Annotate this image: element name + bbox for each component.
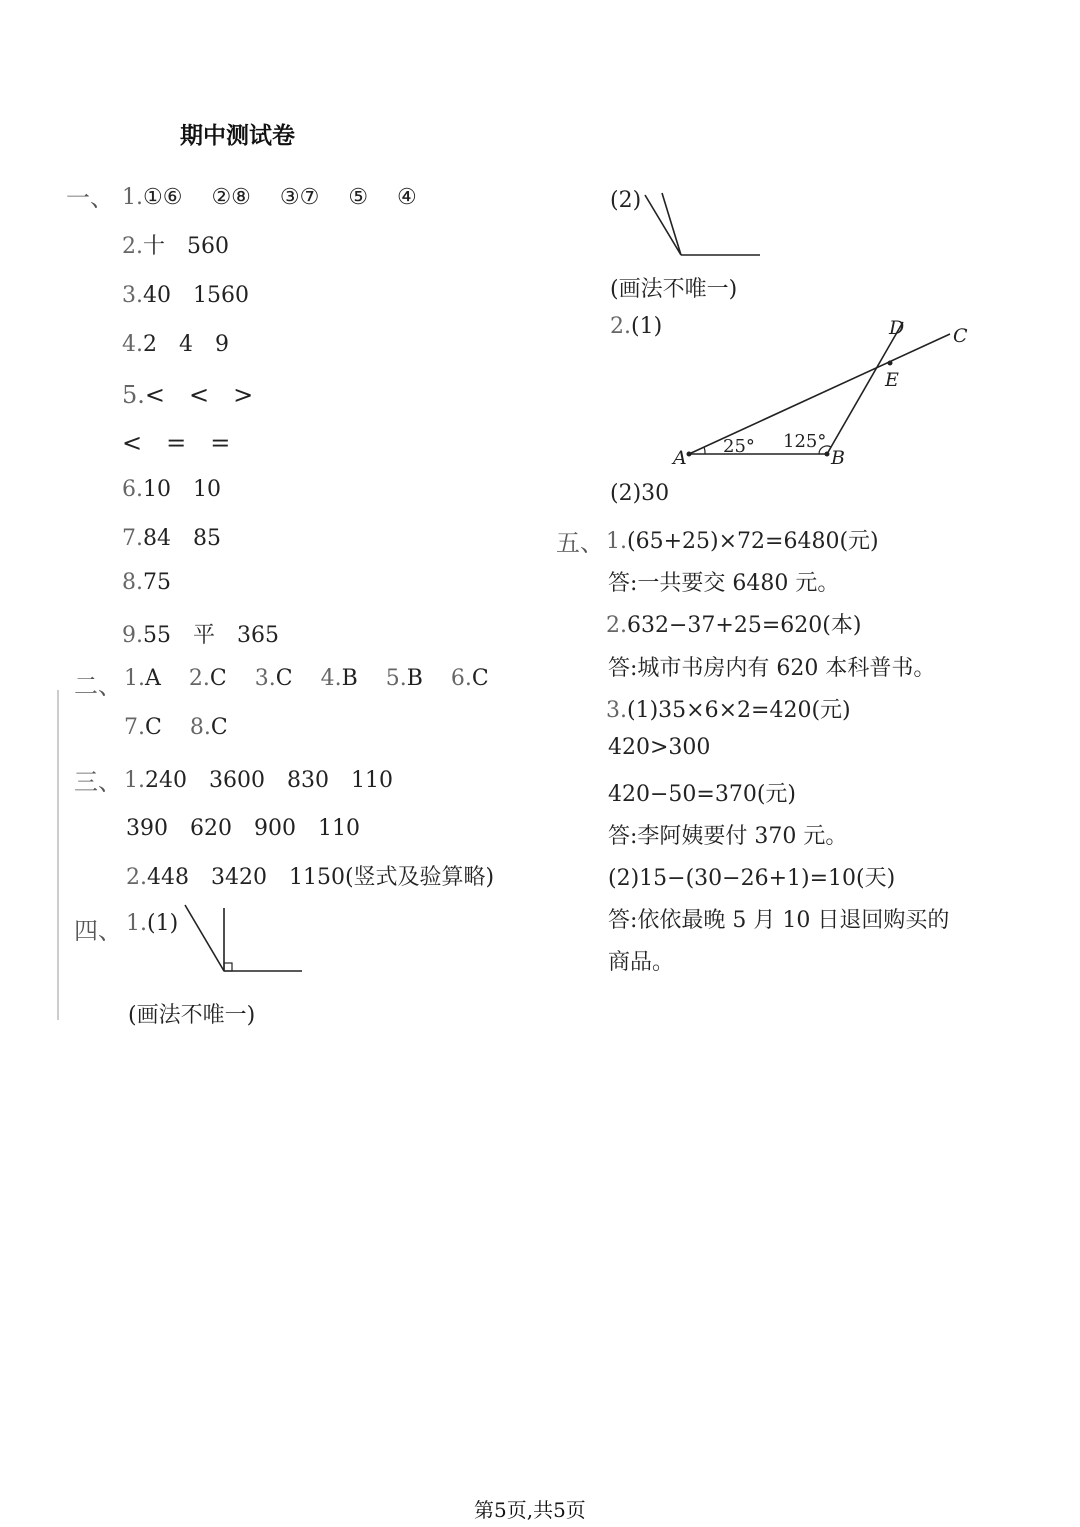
q4-2-2: (2)30: [610, 481, 670, 506]
item-answer: C: [275, 666, 293, 691]
item-number: 1.: [122, 185, 143, 210]
item-answer: 55 平 365: [143, 623, 279, 648]
s1-item-8: [122, 570, 171, 595]
item-answer: C: [210, 715, 228, 740]
item-number: 5.: [385, 666, 407, 691]
s1-item-4: [122, 327, 229, 358]
section-5-label: 五、: [556, 529, 604, 557]
item-number: 2.: [126, 865, 147, 890]
label-e: E: [885, 369, 899, 391]
section-2-label: 二、: [74, 672, 122, 700]
s4-note: (画法不唯一): [128, 1003, 256, 1028]
right-angle-mark: [224, 963, 232, 971]
item-number: 4.: [122, 332, 143, 357]
s1-item-5b: [122, 423, 230, 458]
s5-line-5: [606, 693, 851, 724]
s5-line-8: 答:李阿姨要付 370 元。: [608, 824, 848, 849]
item-answer: (65+25)×72=6480(元): [627, 529, 879, 554]
item-number: 1.: [124, 768, 145, 793]
point-e-dot: [888, 361, 893, 366]
s3-item-1b: [126, 811, 360, 842]
angle-a-value: 25°: [723, 436, 755, 457]
label-a: A: [673, 447, 687, 469]
item-answer: 84 85: [143, 526, 221, 551]
slanted-ray: [185, 905, 224, 971]
s2-line-2: [124, 715, 228, 740]
point-b-dot: [825, 452, 830, 457]
item-answer: (1)35×6×2=420(元): [627, 698, 851, 723]
point-a-dot: [687, 452, 692, 457]
item-number: 8.: [189, 715, 211, 740]
item-number: 2.: [188, 666, 210, 691]
s5-line-6: 420>300: [608, 735, 711, 760]
item-answer: 448 3420 1150(竖式及验算略): [147, 865, 495, 890]
item-number: 7.: [124, 715, 145, 740]
item-number: 8.: [122, 570, 143, 595]
item-sub-label: (1): [147, 911, 179, 936]
item-answer: C: [209, 666, 227, 691]
s1-item-2: [122, 229, 229, 260]
item-answer: 390 620 900 110: [126, 816, 360, 841]
item-number: 1.: [124, 666, 145, 691]
s2-line-1: [124, 666, 489, 691]
item-sub-label: (1): [631, 314, 663, 339]
s5-line-9: (2)15−(30−26+1)=10(天): [608, 866, 896, 891]
q4-1-2-sub: (2): [610, 188, 642, 213]
s5-line-2: 答:一共要交 6480 元。: [608, 571, 840, 596]
item-answer: B: [341, 666, 358, 691]
s1-item-9: [122, 618, 279, 649]
item-number: 3.: [606, 698, 627, 723]
s1-item-3: [122, 278, 249, 309]
scan-edge-line: [57, 690, 59, 1020]
label-c: C: [953, 325, 968, 347]
s3-item-1: [124, 763, 393, 794]
s3-item-2: [126, 860, 494, 891]
s5-line-10: 答:依依最晚 5 月 10 日退回购买的: [608, 908, 950, 933]
angle-b-value: 125°: [783, 431, 827, 452]
label-d: D: [889, 317, 905, 339]
item-answer: ①⑥ ②⑧ ③⑦ ⑤ ④: [143, 185, 417, 210]
page-footer: 第5页,共5页: [474, 1498, 586, 1522]
angle-a-arc: [704, 447, 705, 454]
section-4-label: 四、: [74, 917, 122, 945]
right-angle-drawing: [180, 900, 310, 980]
item-answer: B: [406, 666, 423, 691]
item-number: 4.: [320, 666, 342, 691]
item-number: 3.: [254, 666, 276, 691]
item-number: 5.: [122, 381, 145, 409]
item-answer: 十 560: [143, 234, 229, 259]
s5-line-1: [606, 524, 879, 555]
s5-line-4: 答:城市书房内有 620 本科普书。: [608, 656, 936, 681]
s1-item-7: [122, 521, 221, 552]
item-number: 7.: [122, 526, 143, 551]
item-number: 2.: [606, 613, 627, 638]
item-number: 6.: [122, 477, 143, 502]
item-number: 1.: [126, 911, 147, 936]
item-answer: C: [145, 715, 162, 740]
s1-item-1: [122, 180, 417, 211]
s5-line-11: 商品。: [608, 950, 675, 975]
steep-ray: [662, 193, 681, 255]
item-number: 6.: [450, 666, 472, 691]
item-number: 9.: [122, 623, 143, 648]
s1-item-6: [122, 472, 221, 503]
slanted-ray: [645, 195, 681, 255]
s5-line-7: 420−50=370(元): [608, 782, 797, 807]
item-number: 1.: [606, 529, 627, 554]
q4-2-label: [610, 314, 662, 339]
s4-item-1: [126, 911, 178, 936]
item-answer: < = =: [122, 429, 231, 457]
item-answer: C: [471, 666, 489, 691]
item-answer: 10 10: [143, 477, 221, 502]
item-answer: 75: [143, 570, 171, 595]
page-title: 期中测试卷: [180, 122, 295, 149]
obtuse-angle-drawing: [640, 190, 770, 265]
item-number: 2.: [610, 314, 631, 339]
section-1-label: 一、: [66, 184, 114, 212]
item-answer: < < >: [144, 381, 254, 409]
triangle-figure: [665, 312, 985, 472]
item-number: 3.: [122, 283, 143, 308]
item-answer: 632−37+25=620(本): [627, 613, 862, 638]
item-answer: A: [145, 666, 161, 691]
section-3-label: 三、: [74, 768, 122, 796]
s1-item-5: [122, 375, 253, 410]
item-answer: 240 3600 830 110: [145, 768, 393, 793]
s5-line-3: [606, 608, 861, 639]
label-b: B: [831, 447, 845, 469]
q4-1-2-note: (画法不唯一): [610, 277, 738, 302]
item-number: 2.: [122, 234, 143, 259]
item-answer: 40 1560: [143, 283, 249, 308]
item-answer: 2 4 9: [143, 332, 229, 357]
